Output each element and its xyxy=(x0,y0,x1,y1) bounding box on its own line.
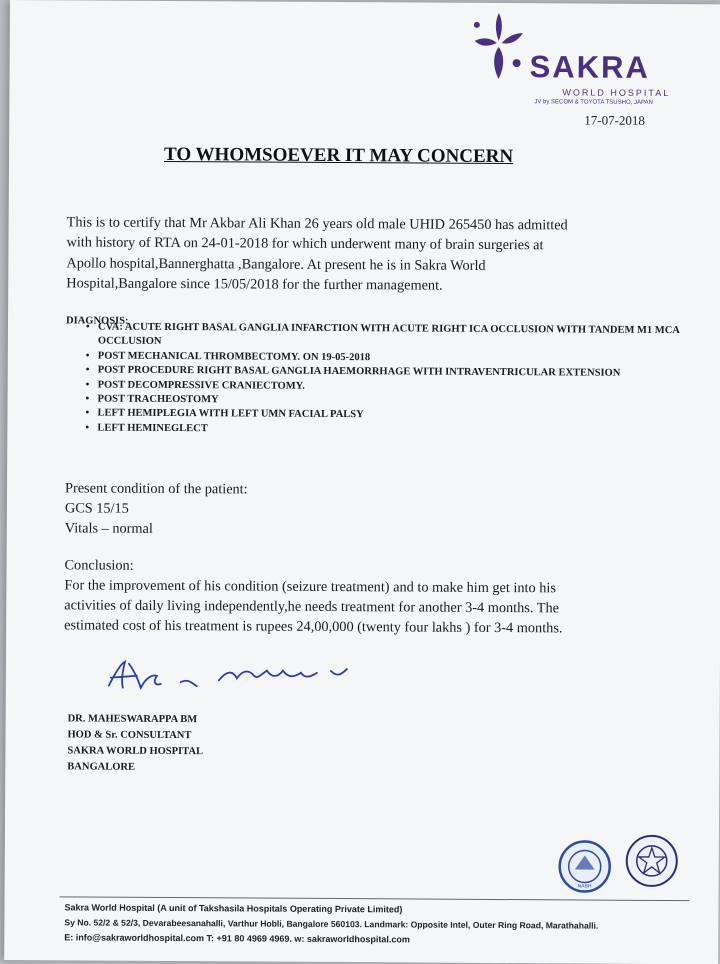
diagnosis-item: • POST MECHANICAL THROMBECTOMY. ON 19-05-2018 xyxy=(86,349,686,367)
signatory-city: BANGALORE xyxy=(67,761,136,773)
hospital-logo-jv-text: JV by SECOM & TOYOTA TSUSHO, JAPAN xyxy=(534,99,653,106)
letter-date: 17-07-2018 xyxy=(584,112,645,128)
diagnosis-heading: DIAGNOSIS: xyxy=(66,315,129,327)
diagnosis-item: • CVA: ACUTE RIGHT BASAL GANGLIA INFARCTION WITH ACUTE RIGHT ICA OCCLUSION WITH TANDEM M1 MCA OCCLUSION xyxy=(86,320,686,352)
certificate-line: Apollo hospital,Bannerghatta ,Bangalore. At present he is in Sakra World xyxy=(66,255,486,274)
conclusion-line: activities of daily living independently,he needs treatment for another 3-4 months. The xyxy=(64,597,560,617)
footer-address: Sy No. 52/2 & 52/3, Devarabeesanahalli, Varthur Hobli, Bangalore 560103. Landmark: Opposite Intel, Outer Ring Road, Marathahalli. xyxy=(64,917,599,931)
diagnosis-item: • LEFT HEMINEGLECT xyxy=(85,421,685,439)
condition-heading: Present condition of the patient: xyxy=(64,480,248,498)
certificate-line: This is to certify that Mr Akbar Ali Khan 26 years old male UHID 265450 has admitted xyxy=(66,214,568,234)
signatory-designation: HOD & Sr. CONSULTANT xyxy=(67,729,192,742)
diagnosis-item: • POST PROCEDURE RIGHT BASAL GANGLIA HAEMORRHAGE WITH INTRAVENTRICULAR EXTENSION xyxy=(86,364,686,382)
diagnosis-list xyxy=(85,320,686,439)
certificate-line: with history of RTA on 24-01-2018 for which underwent many of brain surgeries at xyxy=(66,234,544,254)
condition-vitals: Vitals – normal xyxy=(64,520,153,537)
footer-divider xyxy=(60,896,690,901)
signature-image xyxy=(101,656,371,698)
conclusion-heading: Conclusion: xyxy=(64,557,134,574)
accreditation-seal-icon xyxy=(625,834,679,888)
signatory-hospital: SAKRA WORLD HOSPITAL xyxy=(67,745,204,758)
letter-page xyxy=(4,0,720,964)
footer-contact: E: info@sakraworldhospital.com T: +91 80 4969 4969. w: sakraworldhospital.com xyxy=(64,932,410,945)
diagnosis-item: • LEFT HEMIPLEGIA WITH LEFT UMN FACIAL PALSY xyxy=(85,407,685,425)
footer-company: Sakra World Hospital (A unit of Takshasila Hospitals Operating Private Limited) xyxy=(64,902,403,915)
diagnosis-item: • POST TRACHEOSTOMY xyxy=(86,393,686,411)
nabh-seal-icon xyxy=(558,839,612,893)
letter-title: TO WHOMSOEVER IT MAY CONCERN xyxy=(163,143,514,168)
hospital-logo-name: SAKRA xyxy=(529,49,650,85)
hospital-logo-subtitle: WORLD HOSPITAL xyxy=(562,87,671,99)
conclusion-line: For the improvement of his condition (seizure treatment) and to make him get into his xyxy=(64,577,557,597)
sakra-logo-icon xyxy=(465,11,533,81)
signatory-name: DR. MAHESWARAPPA BM xyxy=(67,713,198,726)
diagnosis-item: • POST DECOMPRESSIVE CRANIECTOMY. xyxy=(86,378,686,396)
conclusion-line: estimated cost of his treatment is rupees 24,00,000 (twenty four lakhs ) for 3-4 months. xyxy=(64,617,563,637)
nabh-seal-label: NABH xyxy=(577,883,592,890)
condition-gcs: GCS 15/15 xyxy=(64,500,129,517)
certificate-line: Hospital,Bangalore since 15/05/2018 for the further management. xyxy=(66,275,443,294)
